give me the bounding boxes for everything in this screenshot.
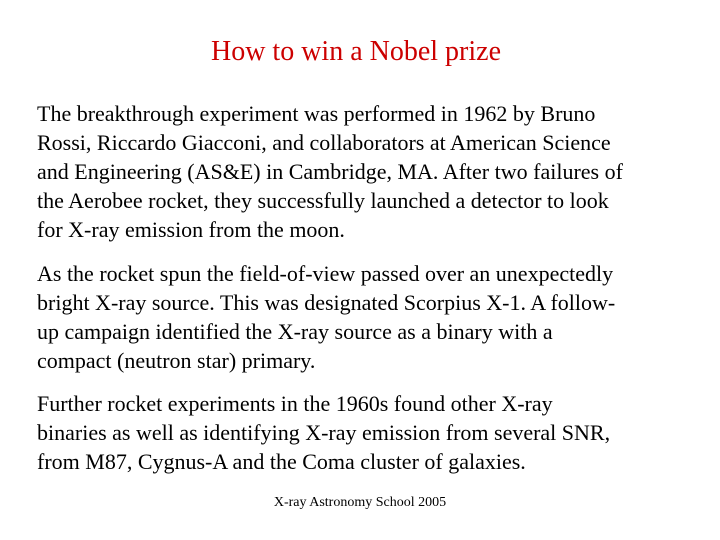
paragraph-line: for X-ray emission from the moon. (37, 217, 345, 242)
paragraph-line: The breakthrough experiment was performed in 1962 by Bruno (37, 101, 596, 126)
paragraph-line: bright X-ray source. This was designated Scorpius X-1. A follow- (37, 290, 616, 315)
paragraph-line: binaries as well as identifying X-ray emission from several SNR, (37, 420, 611, 445)
paragraph-line: and Engineering (AS&E) in Cambridge, MA. After two failures of (37, 159, 623, 184)
slide-title: How to win a Nobel prize (210, 36, 502, 67)
paragraph-line: Rossi, Riccardo Giacconi, and collaborators at American Science (37, 130, 611, 155)
paragraph-line: compact (neutron star) primary. (37, 348, 316, 373)
paragraph-line: Further rocket experiments in the 1960s found other X-ray (37, 391, 553, 416)
slide-footer: X-ray Astronomy School 2005 (273, 495, 447, 510)
paragraph-scorpius-x1 (37, 259, 687, 375)
paragraph-line: the Aerobee rocket, they successfully launched a detector to look (37, 188, 609, 213)
paragraph-line: As the rocket spun the field-of-view passed over an unexpectedly (37, 261, 614, 286)
paragraph-line: up campaign identified the X-ray source as a binary with a (37, 319, 553, 344)
paragraph-further-experiments (37, 389, 687, 476)
paragraph-discovery-experiment (37, 99, 687, 244)
paragraph-line: from M87, Cygnus-A and the Coma cluster of galaxies. (37, 449, 526, 474)
